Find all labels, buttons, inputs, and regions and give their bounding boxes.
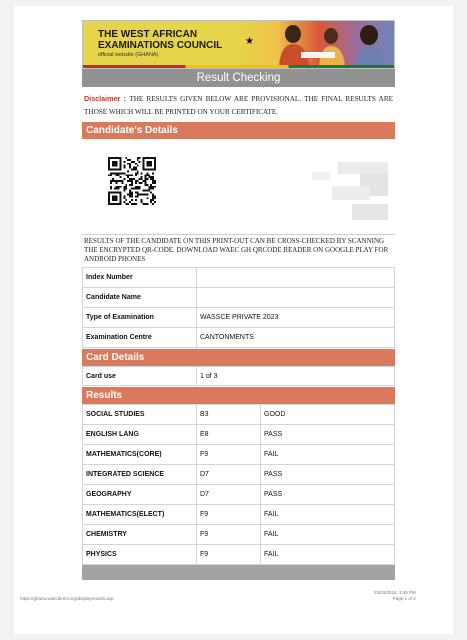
remark-cell: PASS — [261, 465, 395, 485]
print-date: 23/03/2024, 3:49 PM — [374, 590, 416, 595]
table-row — [83, 465, 395, 485]
students-banner-image — [261, 24, 393, 66]
grade-cell: F9 — [197, 525, 261, 545]
candidate-photo — [312, 144, 392, 224]
page-title: Result Checking — [82, 69, 395, 87]
subject-cell: INTEGRATED SCIENCE — [83, 465, 197, 485]
card-details-header: Card Details — [82, 349, 395, 366]
star-icon: ★ — [245, 36, 254, 47]
remark-cell: FAIL — [261, 545, 395, 565]
org-website-label: official website (GHANA) — [98, 52, 159, 58]
disclaimer-text: THE RESULTS GIVEN BELOW ARE PROVISIONAL. THE FINAL RESULTS ARE THOSE WHICH WILL BE PRINTED ON YOUR CERTIFICATE. — [84, 95, 394, 116]
results-table — [82, 404, 395, 565]
candidate-details-header: Candidate's Details — [82, 122, 395, 139]
table-row — [83, 485, 395, 505]
remark-cell: GOOD — [261, 405, 395, 425]
table-row — [83, 328, 395, 348]
results-header: Results — [82, 387, 395, 404]
subject-cell: MATHEMATICS(ELECT) — [83, 505, 197, 525]
grade-cell: E8 — [197, 425, 261, 445]
table-row — [83, 268, 395, 288]
candidate-details-table — [82, 267, 395, 348]
table-row — [83, 445, 395, 465]
exam-type-value: WASSCE PRIVATE 2023 — [197, 308, 395, 328]
grade-cell: B3 — [197, 405, 261, 425]
remark-cell: PASS — [261, 425, 395, 445]
candidate-name-label: Candidate Name — [83, 288, 197, 308]
qr-code-icon[interactable] — [108, 157, 156, 205]
card-use-value: 1 of 3 — [197, 367, 395, 386]
table-row — [83, 425, 395, 445]
remark-cell: FAIL — [261, 525, 395, 545]
qr-photo-area — [82, 139, 395, 234]
subject-cell: MATHEMATICS(CORE) — [83, 445, 197, 465]
grade-cell: D7 — [197, 465, 261, 485]
grade-cell: F9 — [197, 445, 261, 465]
card-use-label: Card use — [83, 367, 197, 386]
subject-cell: GEOGRAPHY — [83, 485, 197, 505]
exam-type-label: Type of Examination — [83, 308, 197, 328]
candidate-name-value — [197, 288, 395, 308]
org-name-line2: EXAMINATIONS COUNCIL — [98, 40, 223, 51]
card-details-table — [82, 366, 395, 386]
print-url[interactable]: https://ghana.waecdirect.org/displayresults.asp — [20, 596, 114, 601]
table-row — [83, 405, 395, 425]
disclaimer-label: Disclaimer — [84, 94, 121, 103]
grade-cell: F9 — [197, 545, 261, 565]
subject-cell: CHEMISTRY — [83, 525, 197, 545]
subject-cell: PHYSICS — [83, 545, 197, 565]
qr-instructions: RESULTS OF THE CANDIDATE ON THIS PRINT-OUT CAN BE CROSS-CHECKED BY SCANNING THE ENCRYPTED QR-CODE. DOWNLOAD WAEC GH QRCODE READER ON GOOGLE PLAY FOR ANDROID PHONES — [82, 234, 395, 267]
result-slip — [82, 20, 395, 580]
table-row — [83, 288, 395, 308]
grade-cell: D7 — [197, 485, 261, 505]
bottom-bar — [82, 565, 395, 580]
page-number: Page 1 of 2 — [392, 596, 416, 601]
remark-cell: PASS — [261, 485, 395, 505]
table-row — [83, 545, 395, 565]
exam-centre-label: Examination Centre — [83, 328, 197, 348]
subject-cell: ENGLISH LANG — [83, 425, 197, 445]
subject-cell: SOCIAL STUDIES — [83, 405, 197, 425]
ghana-flag-stripe — [83, 65, 394, 68]
org-name-line1: THE WEST AFRICAN — [98, 29, 198, 40]
table-row — [83, 505, 395, 525]
exam-centre-value: CANTONMENTS — [197, 328, 395, 348]
grade-cell: F9 — [197, 505, 261, 525]
disclaimer-colon: : — [123, 94, 130, 103]
waec-banner — [82, 20, 395, 69]
print-date-page — [374, 590, 416, 602]
index-number-value — [197, 268, 395, 288]
table-row — [83, 525, 395, 545]
table-row — [83, 367, 395, 386]
remark-cell: FAIL — [261, 505, 395, 525]
table-row — [83, 308, 395, 328]
disclaimer — [82, 87, 395, 121]
remark-cell: FAIL — [261, 445, 395, 465]
index-number-label: Index Number — [83, 268, 197, 288]
print-sheet — [14, 6, 453, 634]
